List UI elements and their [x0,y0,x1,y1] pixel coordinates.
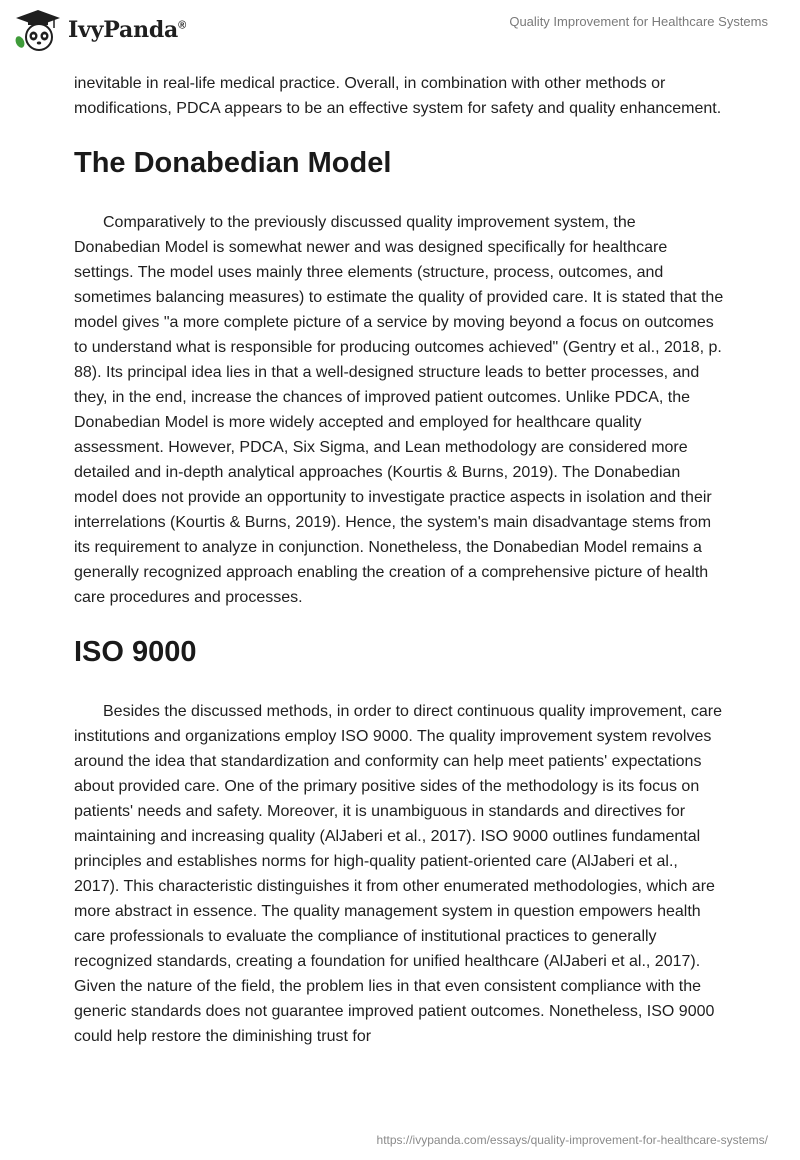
iso-9000-paragraph: Besides the discussed methods, in order to direct continuous quality improvement, care institutions and organizations employ ISO 9000. The quality improvement system revolves around the idea that standardization and conformity can help meet patients' expectations about provided care. One of the primary positive sides of the methodology is its focus on patients' needs and safety. Moreover, it is unambiguous in standards and directives for maintaining and increasing quality (AlJaberi et al., 2017). ISO 9000 outlines fundamental principles and establishes norms for high-quality patient-oriented care (AlJaberi et al., 2017). This characteristic distinguishes it from other enumerated methodologies, which are more abstract in essence. The quality management system in question empowers health care professionals to evaluate the compliance of institutional practices to generally recognized standards, creating a foundation for unified healthcare (AlJaberi et al., 2017). Given the nature of the field, the problem lies in that even consistent compliance with the generic standards does not guarantee improved patient outcomes. Nonetheless, ISO 9000 could help restore the diminishing trust for [74,703,722,1045]
article-body [74,71,724,1049]
page-header [0,0,800,64]
brand-name: IvyPanda® [68,17,187,43]
section-heading-donabedian: The Donabedian Model [74,147,392,179]
section-heading-iso-9000: ISO 9000 [74,636,197,668]
donabedian-paragraph: Comparatively to the previously discussed quality improvement system, the Donabedian Model is somewhat newer and was designed specifically for healthcare settings. The model uses mainly three elements (structure, process, outcomes, and sometimes balancing measures) to estimate the quality of provided care. It is stated that the model gives "a more complete picture of a service by moving beyond a focus on outcomes to understand what is responsible for producing outcomes achieved" (Gentry et al., 2018, p. 88). Its principal idea lies in that a well-designed structure leads to better processes, and they, in the end, increase the chances of improved patient outcomes. Unlike PDCA, the Donabedian Model is more widely accepted and employed for healthcare quality assessment. However, PDCA, Six Sigma, and Lean methodology are considered more detailed and in-depth analytical approaches (Kourtis & Burns, 2019). The Donabedian model does not provide an opportunity to investigate practice aspects in isolation and their interrelations (Kourtis & Burns, 2019). Hence, the system's main disadvantage stems from its requirement to analyze in conjunction. Nonetheless, the Donabedian Model remains a generally recognized approach enabling the creation of a comprehensive picture of health care procedures and processes. [74,214,724,606]
source-url[interactable]: https://ivypanda.com/essays/quality-improvement-for-healthcare-systems/ [376,1133,768,1147]
document-title: Quality Improvement for Healthcare Systems [509,14,768,29]
ivypanda-logo[interactable] [14,8,186,52]
intro-paragraph: inevitable in real-life medical practice. Overall, in combination with other methods or modifications, PDCA appears to be an effective system for safety and quality enhancement. [74,75,722,117]
panda-graduate-logo-icon [14,8,62,52]
